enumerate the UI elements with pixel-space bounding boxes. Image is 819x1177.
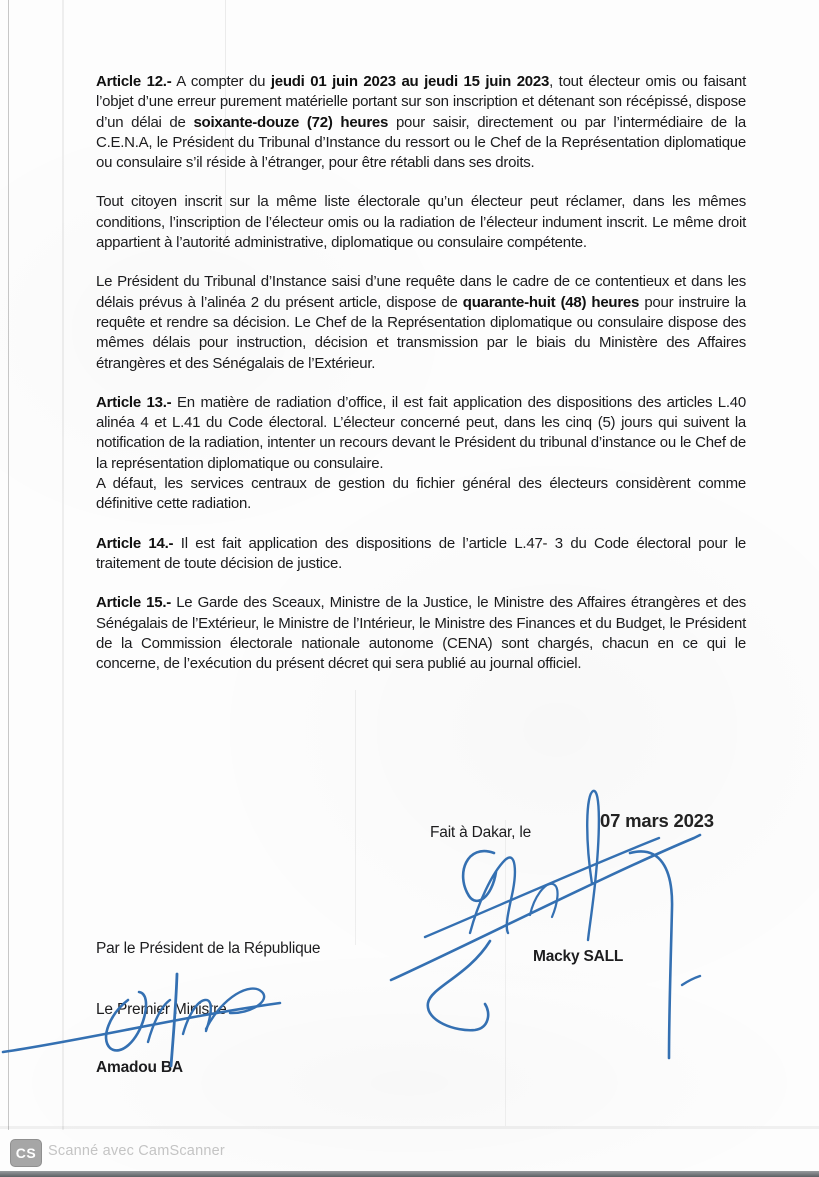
decree-date: 07 mars 2023 — [600, 810, 714, 831]
prime-minister-signature-icon — [3, 974, 280, 1066]
camscanner-watermark-text: Scanné avec CamScanner — [48, 1143, 225, 1159]
prime-minister-title: Le Premier Ministre — [96, 1001, 227, 1018]
paragraph-citizen-claim: Tout citoyen inscrit sur la même liste électorale qu’un électeur peut réclamer, dans les mêmes conditions, l’inscription de l’électeur omis ou la radiation de l’électeur indument inscrit. Le même droit appartient à l’autorité administrative, diplomatique ou consulaire compétente. — [96, 193, 746, 252]
president-name: Macky SALL — [533, 948, 624, 965]
scan-edge-line — [62, 0, 64, 1130]
paragraph-article-13: Article 13.- En matière de radiation d’office, il est fait application des dispositions des articles L.40 alinéa 4 et L.41 du Code électoral. L’électeur concerné peut, dans les cinq (5) jours qui suivent la notification de la radiation, intenter un recours devant le Président du tribunal d’instance ou le Chef de la représentation diplomatique ou consulaire. — [96, 393, 746, 472]
paper-crease — [355, 690, 356, 945]
paragraph-article-15: Article 15.- Le Garde des Sceaux, Ministre de la Justice, le Ministre des Affaires étrangères et des Sénégalais de l’Extérieur, le Ministre de l’Intérieur, le Ministre des Finances et du Budget, le Président de la Commission électorale nationale autonome (CENA) sont chargés, chacun en ce qui le concerne, de l’exécution du présent décret qui sera publié au journal officiel. — [96, 594, 746, 673]
paper-crease — [505, 820, 506, 1126]
prime-minister-name: Amadou BA — [96, 1059, 183, 1076]
article-15-heading: Article 15.- — [96, 594, 171, 612]
by-president-line: Par le Président de la République — [96, 940, 321, 957]
article-13-heading: Article 13.- — [96, 393, 172, 411]
paragraph-tribunal-delay: Le Président du Tribunal d’Instance saisi d’une requête dans le cadre de ce contentieux et dans les délais prévus à l’alinéa 2 du présent article, dispose de quarante-huit (48) heures pour instruire la requête et rendre sa décision. Le Chef de la Représentation diplomatique ou consulaire dispose des mêmes délais pour instruction, décision et transmission par le biais du Ministère des Affaires étrangères et des Sénégalais de l’Extérieur. — [96, 273, 746, 372]
camscanner-badge-icon: CS — [10, 1139, 42, 1167]
paragraph-article-13-default: A défaut, les services centraux de gestion du fichier général des électeurs considèrent comme définitive cette radiation. — [96, 475, 746, 513]
document-body — [96, 72, 746, 693]
paragraph-article-12: Article 12.- A compter du jeudi 01 juin 2023 au jeudi 15 juin 2023, tout électeur omis ou faisant l’objet d’une erreur purement matérielle portant sur son inscription et détenant son récépissé, dispose d’un délai de soixante-douze (72) heures pour saisir, directement ou par l’intermédiaire de la C.E.N.A, le Président du Tribunal d’Instance du ressort ou le Chef de la Représentation diplomatique ou consulaire s’il réside à l’étranger, pour être rétabli dans ses droits. — [96, 73, 746, 172]
paragraph-article-14: Article 14.- Il est fait application des dispositions de l’article L.47- 3 du Code électoral pour le traitement de toute décision de justice. — [96, 534, 746, 572]
article-14-heading: Article 14.- — [96, 534, 174, 552]
place-and-date-label: Fait à Dakar, le — [430, 824, 532, 841]
article-12-heading: Article 12.- — [96, 73, 172, 90]
scan-edge-line — [8, 0, 9, 1130]
bottom-scan-bar — [0, 1171, 819, 1177]
page-bottom-shadow — [0, 1126, 819, 1129]
